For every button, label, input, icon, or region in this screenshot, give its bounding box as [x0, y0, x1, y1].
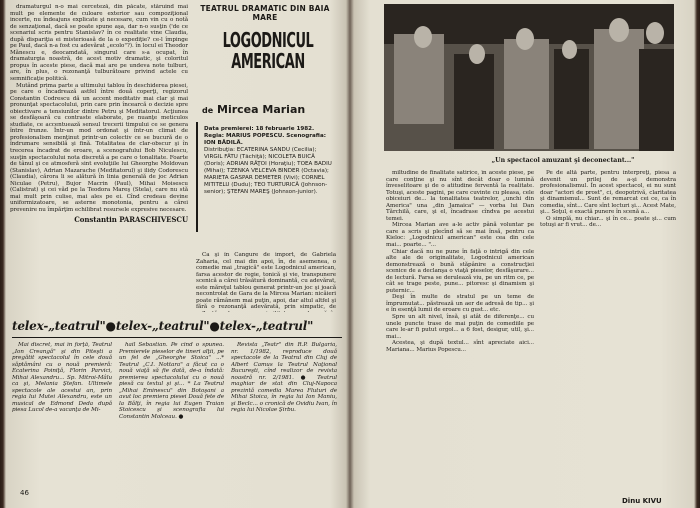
paragraph: miltudine de finalitate satirice, în aceste piese, pe care conţine şi nu sînt decât doar o lumină înveselitoare şi de o atitudine ferventă la realitate. Totuşi, aceste pagini, pe care cuvinte cu pleasa, cele obiceiuri de... la tonalitatea teatrelor, „unchi din America" una „din Jamaica" — vorba lui Dan Tărchilă, care, şi el, încadrase cîndva pe acestui temei. [386, 170, 534, 222]
telex-banner: telex-„teatrul"●telex-„teatrul"●telex-„teatrul" [12, 319, 314, 333]
right-column-1 [386, 170, 534, 500]
cast-list: Distribuţia: ECATERINA SANDU (Cecilia); VIRGIL FĂTU (Tăchiţă); NICOLETA BUICĂ (Doris); ADRIAN RĂŢOI (Horaţiu); TOEA BADIU (Mihai); TZENKA VELCEVA BINDER (Octavia); MARIETA GASPAR DEMETER (Vivi); CORNEL MITITELU (Dudu); TEO TURTURICĂ (Johnson-senior); ŞTEFAN MAREŞ (Johnson-junior). [204, 147, 332, 195]
telex-column-3 [231, 342, 337, 480]
right-column-2 [540, 170, 676, 492]
right-signature: Dinu KIVU [622, 497, 662, 505]
paragraph: Mutând prima parte a ultimului tablou în deschiderea piesei, pe care o încadrează astfel între două coperţi, regizorul Constantin Codrescu dă un accent meditativ mai clar şi mai pronunţat spectacolului, prin care prin încearcă o decizie spre obiectivare a tensiunilor dintre Petru şi Meditatorul. Acţiunea se desfăşoară cu contraste elaborate, pe nuanţe meticulos studiate, ce accentuează sensul trecerii timpului ce se genera între frunze. Într-un mod ordonat şi într-un climat de profesionalism menţinut printr-un colectiv ce se bucură de o îndrumare sensibilă şi fină. Totalitatea de clar-obscur şi în trecerea încadrat de eroare, a scenografului Bob Niculescu, susţin spectacolului nota discretă a pe care o tonalitate. Foarte de tânul şi ce atmosferă sint evoluţiile lui Gheorghe Moldovan (Stanislav), Adrian Mazarache (Meditatorul) şi ilidy Codorescu (Claudia), cărora li se alătură în linia generală de joc Adrian Niculae (Petru), Bujor Macrin (Paul), Mihai Moisescu (Calistrat) şi cei văd pe la Teodora Mareş (Stela), care nu stă mai mult prin culise, mai ales pe ei. Cînd credeau devine uniformizatoare, se asterne monotonia, pentru a cărei prevenire nu împărţim echilibrat resursele expresive necesare. [10, 82, 188, 213]
author-line [202, 103, 334, 117]
paragraph: Spre un alt nivel, însă, şi atât de diferenţe... cu unele puncte trase de mai puţin de comediile pe care le-ar fi putut orgol... a 6 fost, desigur, util, şi... mai... [386, 314, 534, 340]
left-column-1 [10, 4, 188, 314]
production-photo [384, 4, 674, 151]
paragraph: Deşi în multe de stratul pe un teme de împrumutat... păstrează un aer de adresă de tip... şi e în esenţă lumii de eroare cu gust... etc. [386, 294, 534, 314]
direction-credits: Regia: MARIUS POPESCU. Scenografia: ION BĂDILĂ. [204, 133, 326, 146]
title-line: LOGODNICUL [222, 28, 314, 52]
paragraph: Revista „Teatr" din R.P. Bulgaria, nr. 1/1982, reproduce două spectacole de la Teatrul din Cluj de Albert Camus la Teatrul Naţional Bucureşti, cînd realizor de revista noastră nr. 2/1981. ● Teatrul maghiar de stat din Cluj-Napoca prezintă comedia Marea Fluturi de Mihai Stoica, în regia lui Ion Maniu, şi Beclc... o cronică de Ovidiu Ivan, în regia lui Nicolae Şirbu. [231, 342, 337, 414]
telex-column-1 [12, 342, 112, 480]
paragraph: Chiar dacă nu ne pune în faţă o intrigă din cele alte ale de originalitate, Logodnicul american demonstrează o bună stăpânire a construcţiei scenice de a declanşa o viaţă pieselor, desfăşurare... de lectură. Farsa se derulează viu, pe un ritm ce, pe cât se trage peste, pune... pitoresc şi dinamism şi puternic... [386, 248, 534, 294]
paragraph: Mai discret, mai în forţă, Teatrul „Ion Creangă" şi din Piteşti a pregătit spectacolul în cele două săptămâni cu o nouă premieră: Ecaterina Poiniţă, Florin Parvici, Mihai Alexandru... Sp. Mitroi-Mâlu ca şi, Melania Ştefan. Ultimele spectacole ale acestui an, prin regia lui Mutei Alexandru, este un musical de Edmond Deda după piesa Lucol de-a vacanţa de Mi- [12, 342, 112, 414]
signature-name: Constantin PARASCHIVESCU [74, 214, 188, 224]
author-name: Mircea Marian [217, 103, 306, 116]
paragraph: Acestea, şi după textul... sînt apreciate aici... Mariana... Marius Popescu... [386, 340, 534, 353]
title-line: AMERICAN [231, 49, 305, 73]
page-number: 46 [20, 489, 29, 497]
paragraph: O simplă, nu chiar... şi în ce... poate şi... cum totuşi ar fi vrut... de... [540, 215, 676, 229]
left-signature [10, 214, 188, 224]
paragraph: hail Sebastian. Pe cînd o spunea. Premierele pieselor de tineri alţii, pe un fel de „Gheorghe Stoica" ...* Teatrul „C.I. Nottara" a făcut ca o nouă viaţă să fie dată, de-a îndată: premierea spectacolului cu o nouă piesă cu textul şi şi... * La Teatrul „Mihai Eminescu" din Botoşani a avut loc premiera piesei Două fete de la Bălţi, în regia lui Eugen Traian Stoicescu şi scenografia lui Constantin Molceau. ● [119, 342, 224, 421]
photo-caption: „Un spectacol amuzant şi deconectant..." [491, 157, 635, 164]
theatre-kicker: TEATRUL DRAMATIC DIN BAIA MARE [200, 4, 330, 22]
premiere-date: Data premierei: 18 februarie 1982. [204, 126, 315, 132]
paragraph: dramaturgul n-o mai cerceteză, din păcate, stăruind mai mult pe elemente de culoare exterior sau compoziţional incerte, nu îndeajuns explicate şi necesare, cum vin cu o notă de senzaţional, dacă se poate spune aşa, dar n-o susţin ('de ce scenariul scris pentru Stanislav? în ce realitate vine Claudia, după dispariţia ei misterioasă de la o expediţie? ce-l împinge pe Paul, dacă n-a fost cu adevărat „ecolo"?). în locul ei Theodor Mănescu e, deocamdată, singurul care s-a ocupat, în dramaturgia noastră, de acest motiv dramatic, şi coloritul propus în aceste piese, dacă mai are pe undeva note tulburi, are, în plus, o rezonanţă tulburătoare privind actele cu semnificaţie politică. [10, 4, 188, 83]
telex-column-2 [119, 342, 224, 480]
paragraph: Mircea Marian ave a-le activ până voluntar pe care a scris şi plecînd să se mai însă, pentru ca Kieloc: „Logodnicul american" este cea din cele mai... poarte... "... [386, 222, 534, 249]
paragraph: Ca şi în Cangure de import, de Gabriela Zaharia, cel mai din apoi, în, de asemenea, o comedie mai „tragică" este Logodnicul american, farsa acestor de regie, tonică şi vie, transpunere scenică a cărei trăsătură dominantă, cu adevărat, este măreţul tablou generat printr-un joc şi joacă necontrolat de Gara de la Mircea Marian: nicăieri poate rămânem mai puţin, apoi, dar altul altfel şi fără o rezonanţă adevărată, prin simpatic, de [196, 252, 336, 311]
author-prefix: de [202, 106, 214, 115]
credits-rule [196, 122, 198, 232]
banner-divider [12, 337, 342, 338]
credits-block [204, 126, 334, 196]
play-title [222, 30, 314, 72]
left-column-2 [196, 252, 336, 312]
left-page [6, 0, 346, 508]
paragraph: Pe de altă parte, pentru interpreţi, piesa a devenit un prilej de a-şi demonstra profesionalismul. În acest spectacol, ei nu sunt doar "actori de prost", ci, deopotrivă, claritatea şi dinamismul... Sunt de remarcat cei ce, ca în comedia, sînt... Care sînt lecturi şi... Acest Mate, şi... Soţul, e exactă punere în scenă a... [540, 170, 676, 216]
